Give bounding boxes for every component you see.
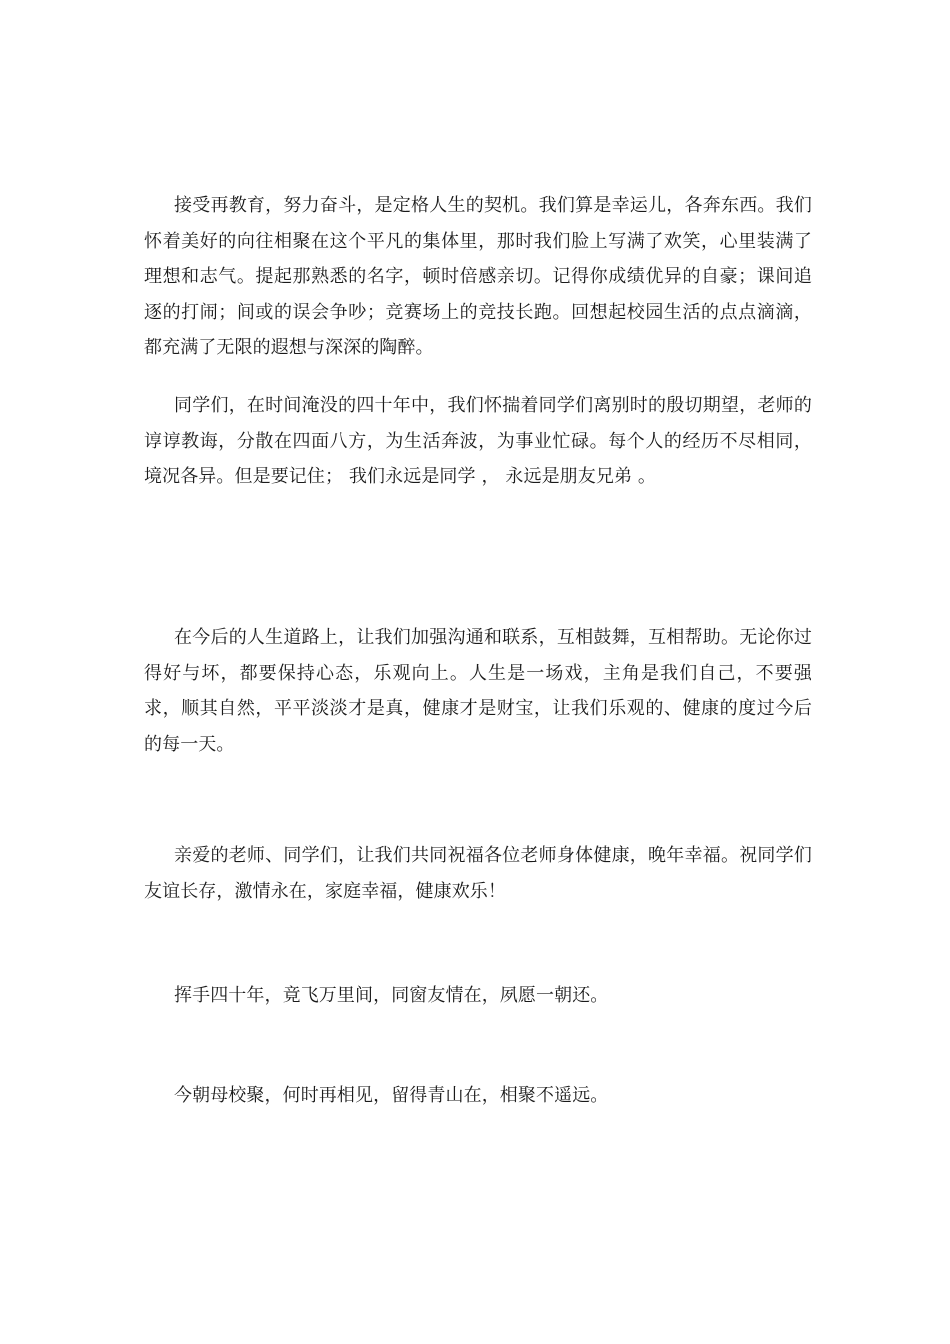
paragraph-5: 挥手四十年，竟飞万里间，同窗友情在，夙愿一朝还。 <box>174 985 609 1006</box>
paragraph-1: 接受再教育，努力奋斗，是定格人生的契机。我们算是幸运儿，各奔东西。我们怀着美好的向往相聚在这个平凡的集体里，那时我们脸上写满了欢笑，心里装满了理想和志气。提起那熟悉的名字，顿时倍感亲切。记得你成绩优异的自豪；课间追逐的打闹；间或的误会争吵；竞赛场上的竞技长跑。回想起校园生活的点点滴滴，都充满了无限的遐想与深深的陶醉。 <box>144 195 812 358</box>
paragraph-6: 今朝母校聚，何时再相见，留得青山在，相聚不遥远。 <box>174 1085 609 1106</box>
paragraph-3: 在今后的人生道路上，让我们加强沟通和联系，互相鼓舞，互相帮助。无论你过得好与坏，都要保持心态，乐观向上。人生是一场戏，主角是我们自己，不要强求，顺其自然，平平淡淡才是真，健康才是财宝，让我们乐观的、健康的度过今后的每一天。 <box>144 627 812 755</box>
paragraph-2: 同学们，在时间淹没的四十年中，我们怀揣着同学们离别时的殷切期望，老师的谆谆教诲，分散在四面八方，为生活奔波，为事业忙碌。每个人的经历不尽相同，境况各异。但是要记住； 我们永远是同学 ， 永远是朋友兄弟 。 <box>144 395 812 487</box>
paragraph-4: 亲爱的老师、同学们，让我们共同祝福各位老师身体健康，晚年幸福。祝同学们友谊长存，激情永在，家庭幸福，健康欢乐！ <box>144 845 812 902</box>
